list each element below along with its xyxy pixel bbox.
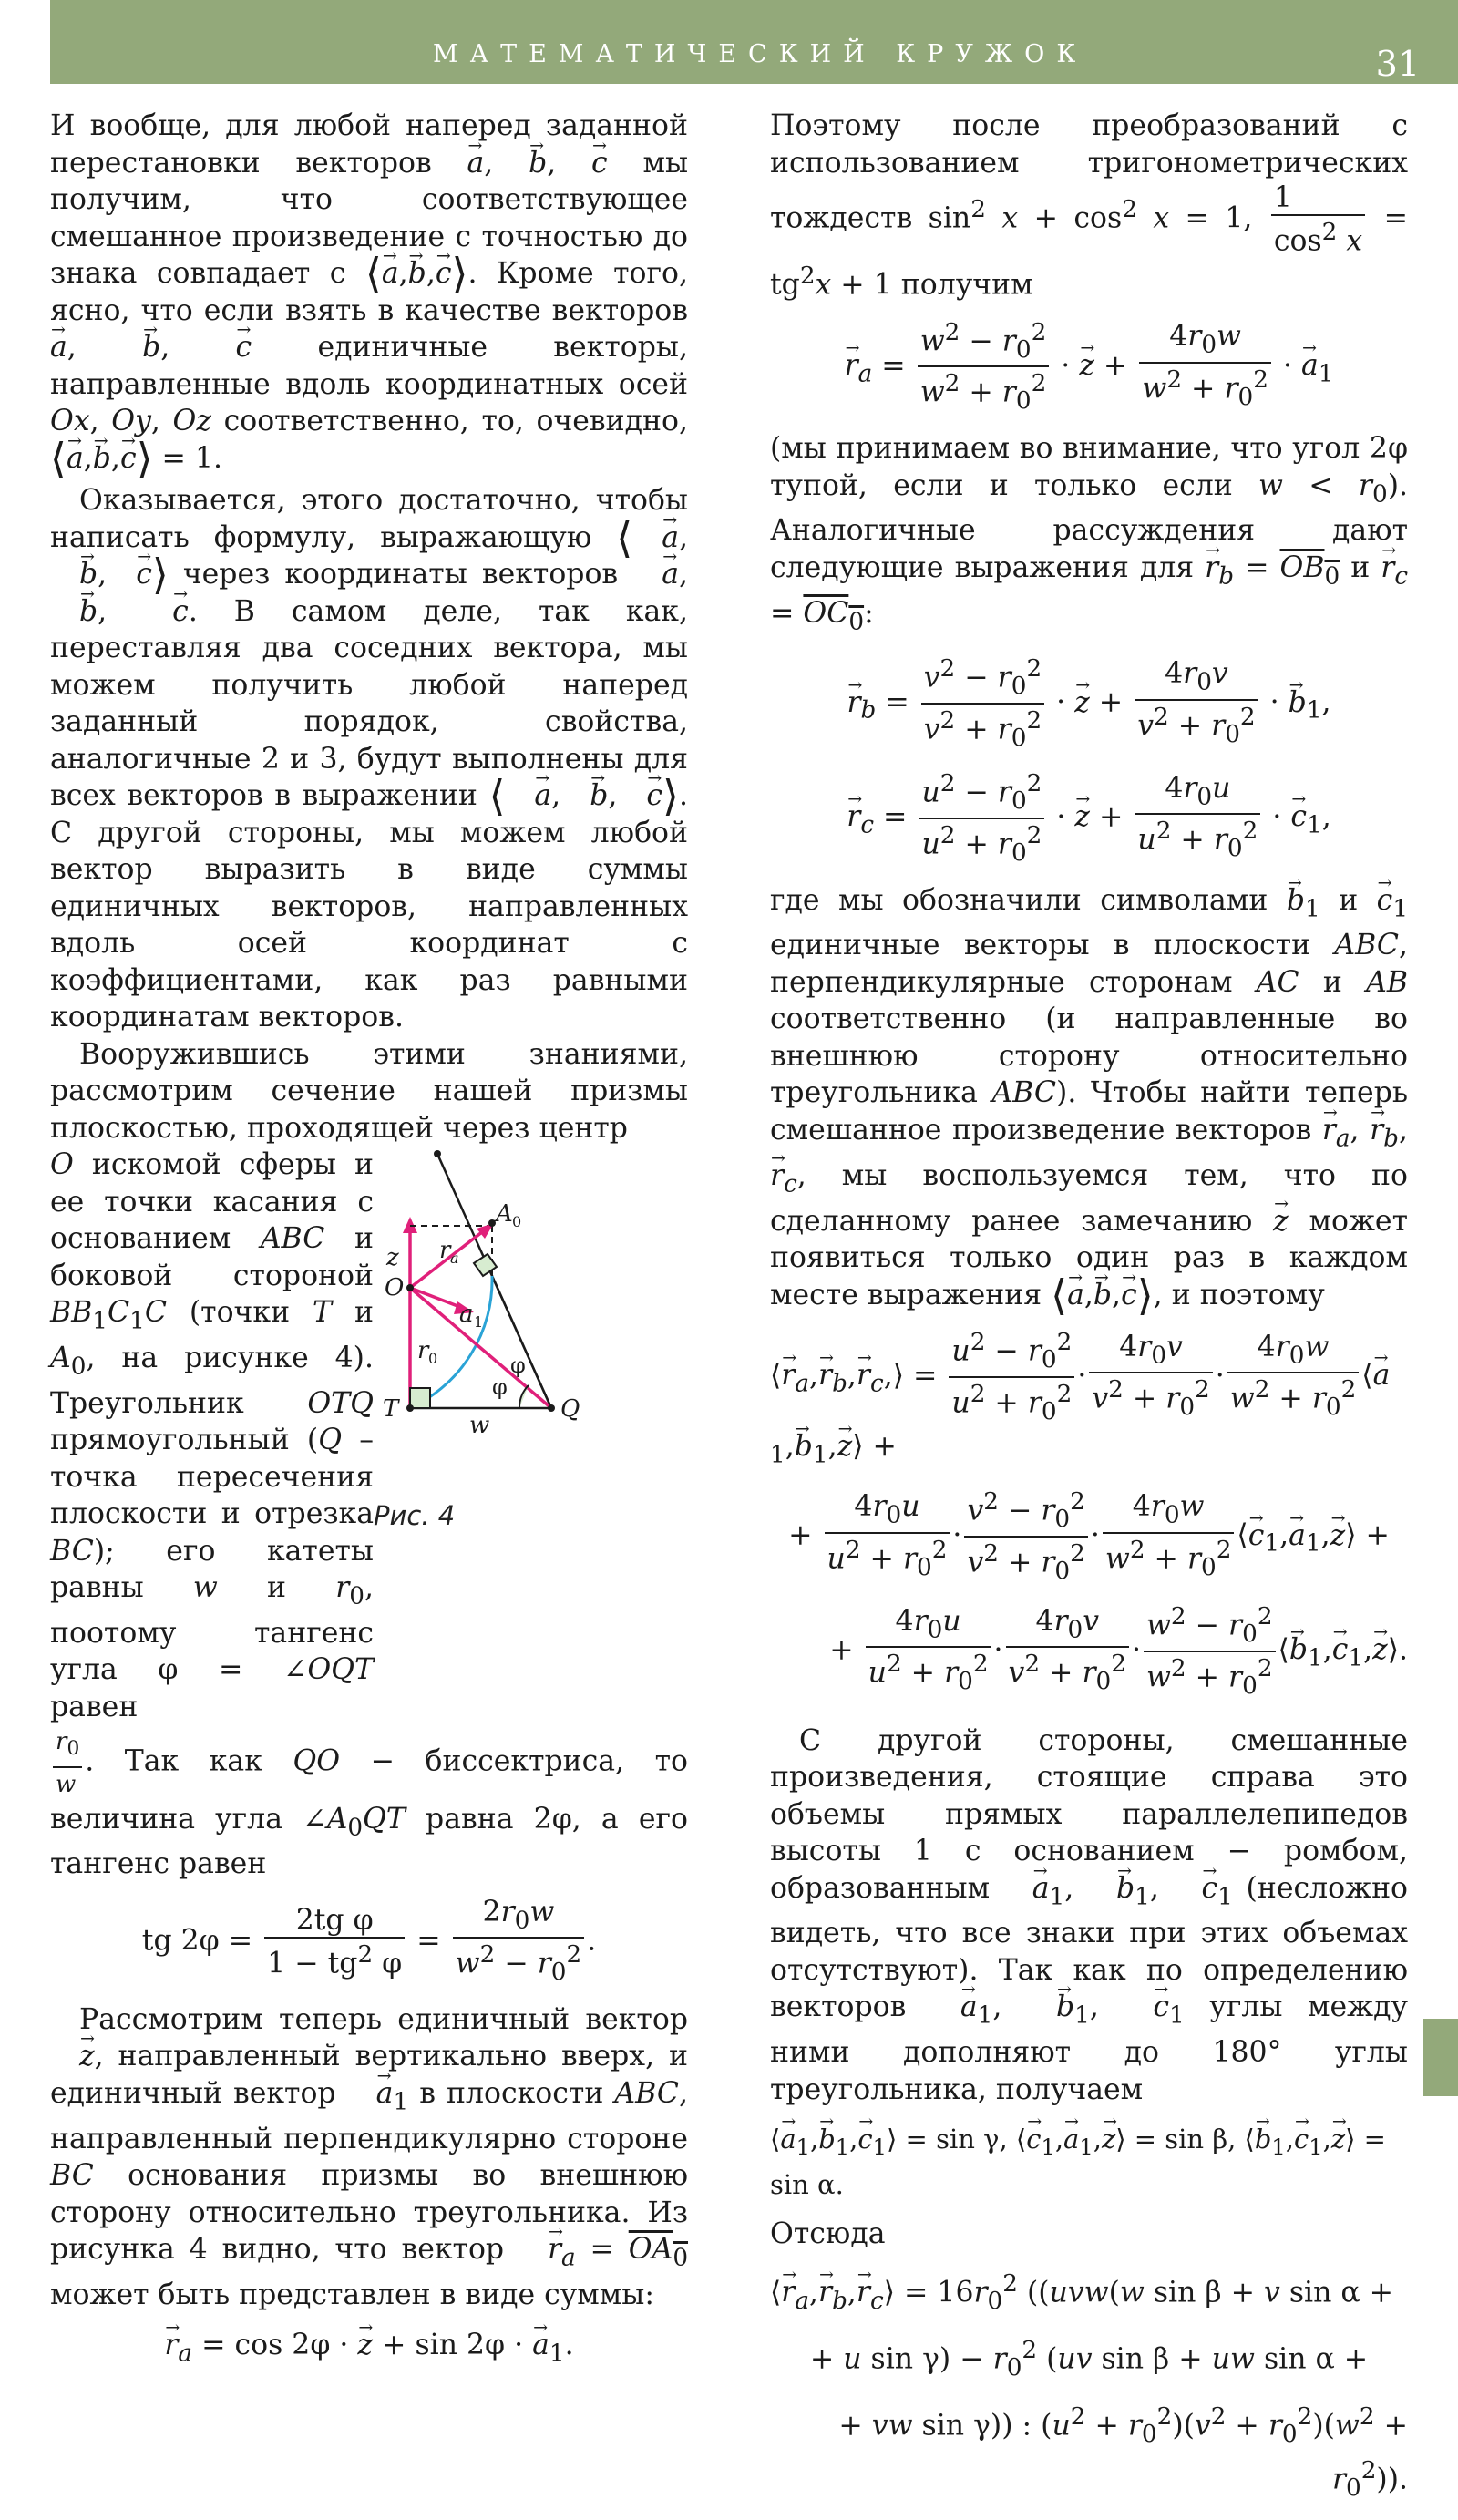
figure-4	[374, 1147, 688, 1529]
paragraph: С другой стороны, смешанные произведения, стоящие справа это объемы прямых параллелепипедов высоты 1 с основанием − ромбом, образованным → $a_1$, → $b_1$, → $c_1$ (несложно видеть, что все знаки при этих объемах отсутствуют). Так как по определению векторов → $a_1$, → $b_1$, → $c_1$ углы между ними дополняют до 180° углы треугольника, получаем	[770, 1723, 1408, 2109]
svg-text:a: a	[459, 1301, 474, 1328]
formula-tg2phi: tg 2φ = $\frac{\text{2tg φ}}{1 - tg^2 \varphi}$ = $\frac{2r_0w}{w^2 - r_0^2}$ .	[141, 1895, 597, 1986]
svg-text:a: a	[450, 1250, 459, 1267]
page-corner-tab	[1423, 2019, 1458, 2096]
paragraph: Оказывается, этого достаточно, чтобы написать формулу, выражающую ⟨→ a,→ b,→ c⟩ через координаты векторов → a, → b, → c. В самом деле, так как, переставляя два соседних вектора, мы можем получить любой наперед заданный порядок, свойства, аналогичные 2 и 3, будут выполнены для всех векторов в выражении ⟨→ a,→ b,→ c⟩. С другой стороны, мы можем любой вектор выразить в виде суммы единичных векторов, направленных вдоль осей координат с коэффициентами, как раз равными координатам векторов.	[50, 482, 688, 1036]
figure-caption: Рис. 4	[374, 1500, 456, 1531]
figure-wrap	[50, 1147, 688, 1725]
paragraph: (мы принимаем во внимание, что угол 2φ тупой, если и только если $w < r_0$). Аналогичные рассуждения дают следующие выражения для → $r_b = OB_0$ $и \to r_c = OC_0$:	[770, 430, 1408, 640]
formula-final-3: + vw sin γ)) : $(u^2 + r_0^2)(v^2 + r_0^2)(w^2 + r_0^2)$).	[838, 2403, 1408, 2503]
formula-ra-sum: → $r_a = \cos 2\varphi$ · → z + sin 2φ · → $a_1$.	[50, 2327, 688, 2372]
formula-mixed-product-3: + $\frac{4r_0u}{u^2 + r_0^2}$ · $\frac{4r_0v}{v^2 + r_0^2}$ · $\frac{w^2 - r_0^2}{w^2 + r_0^2}$ ⟨→ $b_1,\to c_1,\to$ z⟩.	[770, 1600, 1408, 1702]
left-column	[50, 108, 688, 2384]
triangle-diagram	[374, 1147, 688, 1529]
paragraph: где мы обозначили символами → $b_1$ $и \to c_1$ единичные векторы в плоскости ABC, перпендикулярные сторонам AC и AB соответственно (и направленные во внешнюю сторону относительно треугольника ABC). Чтобы найти теперь смешанное произведение векторов → $r_a$, → $r_b$, → $r_c$, мы воспользуемся тем, что по сделанному ранее замечанию → z может появиться только один раз в каждом месте выражения ⟨→ a,→ b,→ c⟩, и поэтому	[770, 882, 1408, 1313]
svg-text:φ: φ	[492, 1374, 508, 1400]
formula-mixed-product-2: + $\frac{4r_0u}{u^2 + r_0^2}$ · $\frac{v^2 - r_0^2}{v^2 + r_0^2}$ · $\frac{4r_0w}{w^2 + r_0^2}$ ⟨→ $c_1,\to a_1,\to$ z⟩ +	[770, 1486, 1408, 1588]
svg-text:φ: φ	[510, 1353, 526, 1378]
svg-text:0: 0	[512, 1213, 522, 1230]
svg-text:z: z	[386, 1244, 399, 1271]
svg-text:A: A	[496, 1200, 513, 1228]
paragraph: $\frac{r_0}{w}$ . Так как QO − биссектриса, то величина угла $\angle A_0QT$ равна 2φ, а его тангенс равен	[50, 1725, 688, 1882]
paragraph: Рассмотрим теперь единичный вектор → z, направленный вертикально вверх, и единичный вектор → $a_1$ в плоскости ABC, направленный перпендикулярно стороне BC основания призмы во внешнюю сторону относительно треугольника. Из рисунка 4 видно, что вектор → $r_a = OA_0$ может быть представлен в виде суммы:	[50, 2001, 688, 2314]
formula-ra: → $r_a$ = $\frac{w^2 - r_0^2}{w^2 + r_0^2}$ · → z + $\frac{4r_0w}{w^2 + r_0^2}$ · → $a_1$	[770, 316, 1408, 418]
paragraph: O искомой сферы и ее точки касания с основанием ABC и боковой стороной $BB_1C_1C$ (точки T и $A_0$, на рисунке 4). Треугольник OTQ прямоугольный (Q – точка пересечения плоскости и отрезка BC); его катеты равны w и $r_0$, поотому тангенс угла φ = ∠OQT равен	[50, 1148, 375, 1723]
formula-rc: → $r_c$ = $\frac{u^2 - r_0^2}{u^2 + r_0^2}$ · → z + $\frac{4r_0u}{u^2 + r_0^2}$ · → $c_1$,	[770, 767, 1408, 869]
formula-rb: → $r_b$ = $\frac{v^2 - r_0^2}{v^2 + r_0^2}$ · → z + $\frac{4r_0v}{v^2 + r_0^2}$ · → $b_1$,	[770, 653, 1408, 755]
svg-text:T: T	[383, 1395, 399, 1423]
svg-text:Q: Q	[560, 1395, 580, 1423]
formula-final-1: ⟨→ $r_a,\to r_b,\to$ $r_c⟩ = 16r_0^2$ ((uvw(w sin β + v sin α +	[770, 2266, 1408, 2319]
bisector-oq	[410, 1288, 551, 1408]
svg-text:0: 0	[428, 1350, 438, 1367]
svg-text:r: r	[439, 1237, 451, 1264]
paragraph: Вооружившись этими знаниями, рассмотрим сечение нашей призмы плоскостью, проходящей через центр	[50, 1037, 688, 1145]
paragraph: И вообще, для любой наперед заданной перестановки векторов → a, → b, → c мы получим, что соответствующее смешанное произведение с точностью до знака совпадает с ⟨→ a,→ b,→ c⟩. Кроме того, ясно, что если взять в качестве векторов → a, → b, → c единичные векторы, направленные вдоль координатных осей Ox, Oy, Oz соответственно, то, очевидно, ⟨→ a,→ b,→ c⟩ = 1.	[50, 108, 688, 477]
page-header	[50, 0, 1458, 84]
page-number: 31	[1375, 44, 1420, 84]
formula-mixed-product-1: ⟨→ $r_a,\to r_b,\to$ $r_c,⟩$ = $\frac{u^2 - r_0^2}{u^2 + r_0^2}$ · $\frac{4r_0v}{v^2 + r_0^2}$ · $\frac{4r_0w}{w^2 + r_0^2}$ ⟨→ $a_1,\to b_1,\to$ z⟩ +	[770, 1326, 1408, 1473]
paragraph: Отсюда	[770, 2217, 886, 2251]
journal-section-title: МАТЕМАТИЧЕСКИЙ КРУЖОК	[433, 40, 1088, 68]
svg-text:1: 1	[474, 1313, 484, 1331]
formula-sines: ⟨→ $a_1,\to b_1,\to$ $c_1⟩ = \sin \gamma$, ⟨→ $c_1,\to a_1,\to$ z⟩ = sin β, ⟨→ $b_1,\to c_1,\to$ z⟩ = sin α.	[770, 2121, 1408, 2203]
svg-text:w: w	[469, 1412, 490, 1439]
line-endpoint	[434, 1150, 441, 1157]
svg-text:O: O	[385, 1274, 405, 1301]
svg-text:r: r	[417, 1337, 429, 1364]
paragraph: Поэтому после преобразований с использованием тригонометрических тождеств $\sin^2 x + \cos^2 x = 1$, $\frac{1}{\cos^2 x}$ = $tg^2x + 1$ получим	[770, 109, 1408, 301]
formula-final-2: + u $\sin \gamma) - r_0^2$ (uv sin β + uw sin α +	[809, 2336, 1369, 2381]
right-column	[770, 108, 1408, 2520]
